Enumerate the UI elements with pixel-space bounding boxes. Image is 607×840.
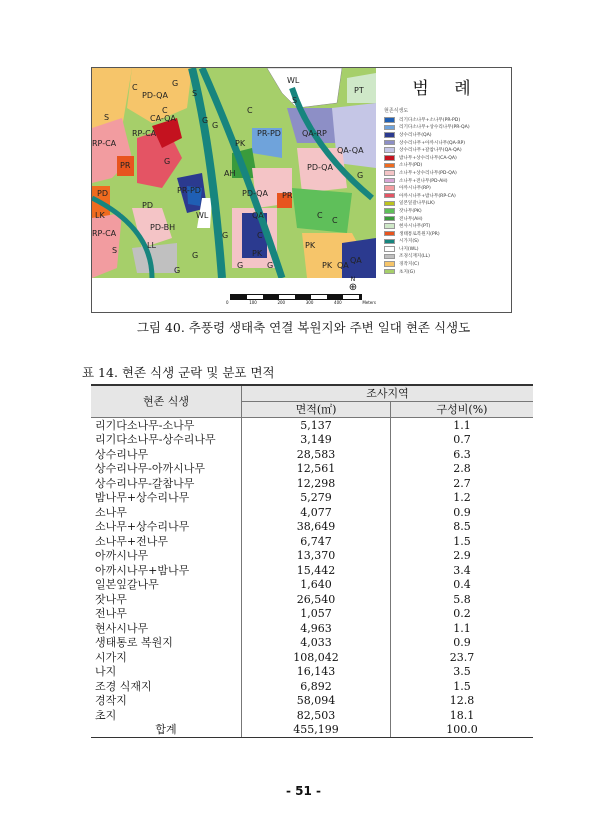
map-label: G	[222, 231, 229, 240]
table-row	[91, 665, 533, 680]
table-row	[91, 534, 533, 549]
vegetation-area-table	[91, 384, 533, 738]
scale-tick: 200	[277, 300, 286, 305]
ratio-cell: 2.8	[391, 462, 534, 477]
map-label: G	[172, 79, 179, 88]
vegetation-cell: 상수리나무-아까시나무	[91, 462, 242, 477]
map-label: G	[202, 116, 209, 125]
map-legend	[384, 72, 509, 275]
area-cell: 82,503	[242, 708, 391, 723]
map-label: PD-QA	[142, 91, 168, 100]
legend-swatch	[384, 163, 395, 169]
legend-item	[384, 238, 509, 246]
table-row	[91, 476, 533, 491]
ratio-cell: 0.7	[391, 433, 534, 448]
legend-swatch	[384, 269, 395, 275]
map-label: G	[164, 157, 171, 166]
legend-label: 잣나무(PK)	[399, 208, 422, 214]
table-row	[91, 679, 533, 694]
area-cell: 58,094	[242, 694, 391, 709]
table-row	[91, 563, 533, 578]
area-cell: 5,279	[242, 491, 391, 506]
legend-item	[384, 192, 509, 200]
map-label: PK	[235, 139, 246, 148]
map-label: PR-PD	[177, 186, 201, 195]
scale-labels	[226, 300, 376, 305]
map-label: PD-BH	[150, 223, 176, 232]
area-cell: 12,561	[242, 462, 391, 477]
header-ratio: 구성비(%)	[391, 402, 534, 418]
scale-tick: 300	[305, 300, 314, 305]
table-row	[91, 418, 533, 433]
legend-swatch	[384, 223, 395, 229]
ratio-cell: 5.8	[391, 592, 534, 607]
area-cell: 5,137	[242, 418, 391, 433]
scale-tick: 400	[334, 300, 342, 305]
ratio-cell: 0.2	[391, 607, 534, 622]
map-label: PD-QA	[307, 163, 333, 172]
legend-swatch	[384, 125, 395, 131]
legend-label: 소나무+상수리나무(PD-QA)	[399, 170, 457, 176]
area-cell: 108,042	[242, 650, 391, 665]
legend-swatch	[384, 201, 395, 207]
map-label: G	[357, 171, 364, 180]
area-cell: 26,540	[242, 592, 391, 607]
table-row	[91, 433, 533, 448]
legend-swatch	[384, 216, 395, 222]
map-label: G	[192, 251, 199, 260]
legend-item	[384, 222, 509, 230]
scale-unit: Meters	[362, 300, 376, 305]
ratio-cell: 3.4	[391, 563, 534, 578]
map-label: C	[247, 106, 253, 115]
figure-caption: 그림 40. 추풍령 생태축 연결 복원지와 주변 일대 현존 식생도	[136, 320, 471, 335]
ratio-cell: 18.1	[391, 708, 534, 723]
legend-swatch	[384, 246, 395, 252]
vegetation-cell: 리기다소나무-소나무	[91, 418, 242, 433]
map-label: LK	[95, 211, 105, 220]
legend-item	[384, 245, 509, 253]
area-cell: 28,583	[242, 447, 391, 462]
legend-item	[384, 124, 509, 132]
area-cell: 455,199	[242, 723, 391, 738]
map-label: S	[112, 246, 118, 255]
legend-label: 아까시나무+밤나무(RP-CA)	[399, 193, 456, 199]
map-label: PD-QA	[242, 189, 268, 198]
vegetation-cell: 잣나무	[91, 592, 242, 607]
vegetation-cell: 소나무+전나무	[91, 534, 242, 549]
vegetation-cell: 상수리나무	[91, 447, 242, 462]
scale-tick: 0	[226, 300, 229, 305]
table-row	[91, 694, 533, 709]
legend-swatch	[384, 231, 395, 237]
legend-label: 현사시나무(PT)	[399, 224, 431, 230]
scale-tick: 100	[249, 300, 257, 305]
area-cell: 6,892	[242, 679, 391, 694]
legend-swatch	[384, 193, 395, 199]
map-label: WL	[287, 76, 300, 85]
map-label: C	[257, 231, 263, 240]
area-cell: 3,149	[242, 433, 391, 448]
ratio-cell: 0.9	[391, 636, 534, 651]
table-row	[91, 491, 533, 506]
map-label: PD	[142, 201, 153, 210]
vegetation-cell: 나지	[91, 665, 242, 680]
vegetation-cell: 초지	[91, 708, 242, 723]
area-cell: 4,077	[242, 505, 391, 520]
map-label: C	[162, 106, 168, 115]
table-row	[91, 636, 533, 651]
vegetation-cell: 아까시나무	[91, 549, 242, 564]
ratio-cell: 12.8	[391, 694, 534, 709]
map-label: RP-CA	[92, 229, 117, 238]
legend-label: 상수리나무(QA)	[399, 132, 432, 138]
legend-item	[384, 177, 509, 185]
legend-item	[384, 268, 509, 276]
header-area: 면적(㎡)	[242, 402, 391, 418]
table-row	[91, 607, 533, 622]
legend-label: 상수리나무+아까시나무(QA-RP)	[399, 140, 466, 146]
ratio-cell: 1.1	[391, 418, 534, 433]
map-label: PR-PD	[257, 129, 281, 138]
table-row	[91, 621, 533, 636]
area-cell: 6,747	[242, 534, 391, 549]
legend-label: 경작지(C)	[399, 262, 420, 268]
legend-title: 범 례	[412, 79, 481, 99]
legend-item	[384, 116, 509, 124]
legend-item	[384, 215, 509, 223]
legend-swatch	[384, 254, 395, 260]
map-label: PR	[282, 191, 293, 200]
map-label: PK	[305, 241, 316, 250]
legend-label: 생태통로복원지(PR)	[399, 231, 440, 237]
map-label: S	[104, 113, 110, 122]
legend-swatch	[384, 117, 395, 123]
ratio-cell: 6.3	[391, 447, 534, 462]
map-label: QA	[337, 261, 349, 270]
legend-swatch	[384, 140, 395, 146]
legend-item	[384, 139, 509, 147]
area-cell: 13,370	[242, 549, 391, 564]
legend-label: 아까시나무(RP)	[399, 186, 431, 192]
table-row	[91, 505, 533, 520]
map-label: C	[132, 83, 138, 92]
vegetation-cell: 조경 식재지	[91, 679, 242, 694]
map-label: C	[317, 211, 323, 220]
legend-swatch	[384, 185, 395, 191]
table-title: 표 14. 현존 식생 군락 및 분포 면적	[82, 365, 275, 380]
vegetation-map	[92, 68, 376, 278]
map-label: QA	[350, 256, 362, 265]
table-row	[91, 708, 533, 723]
table-row	[91, 520, 533, 535]
vegetation-cell: 아까시나무+밤나무	[91, 563, 242, 578]
vegetation-cell: 소나무	[91, 505, 242, 520]
legend-item	[384, 184, 509, 192]
vegetation-cell: 현사시나무	[91, 621, 242, 636]
map-label: AH	[224, 169, 236, 178]
area-cell: 4,963	[242, 621, 391, 636]
map-label: QA-RP	[302, 129, 327, 138]
table-row	[91, 650, 533, 665]
header-survey-area: 조사지역	[242, 385, 534, 402]
map-label: PK	[252, 249, 263, 258]
legend-swatch	[384, 261, 395, 267]
page-number: - 51 -	[285, 784, 321, 798]
legend-item	[384, 131, 509, 139]
map-label: QA-QA	[337, 146, 364, 155]
legend-swatch	[384, 147, 395, 153]
map-label: S	[292, 96, 298, 105]
area-cell: 38,649	[242, 520, 391, 535]
vegetation-cell: 소나무+상수리나무	[91, 520, 242, 535]
table-row	[91, 447, 533, 462]
legend-swatch	[384, 239, 395, 245]
table-row	[91, 549, 533, 564]
legend-label: 리기다소나무+상수리나무(PR-QA)	[399, 125, 470, 131]
map-label: LL	[147, 241, 156, 250]
legend-subtitle: 현존식생도	[384, 108, 409, 114]
vegetation-cell: 시가지	[91, 650, 242, 665]
legend-swatch	[384, 170, 395, 176]
map-label: G	[267, 261, 274, 270]
area-cell: 1,057	[242, 607, 391, 622]
legend-swatch	[384, 208, 395, 214]
legend-swatch	[384, 155, 395, 161]
map-label: RP-CA	[92, 139, 117, 148]
legend-label: 조경식재지(LL)	[399, 254, 430, 260]
vegetation-map-figure	[91, 67, 512, 313]
area-cell: 4,033	[242, 636, 391, 651]
map-label: G	[237, 261, 244, 270]
area-cell: 15,442	[242, 563, 391, 578]
ratio-cell: 2.9	[391, 549, 534, 564]
legend-item	[384, 169, 509, 177]
ratio-cell: 1.5	[391, 679, 534, 694]
legend-label: 상수리나무+갈참나무(QA-QA)	[399, 148, 462, 154]
north-arrow-icon: N ⊕	[348, 276, 358, 293]
legend-label: 밤나무+상수리나무(CA-QA)	[399, 155, 457, 161]
vegetation-cell: 생태통로 복원지	[91, 636, 242, 651]
ratio-cell: 0.9	[391, 505, 534, 520]
area-cell: 1,640	[242, 578, 391, 593]
vegetation-cell: 밤나무+상수리나무	[91, 491, 242, 506]
map-label: WL	[196, 211, 209, 220]
ratio-cell: 8.5	[391, 520, 534, 535]
ratio-cell: 1.5	[391, 534, 534, 549]
table-row	[91, 592, 533, 607]
area-cell: 16,143	[242, 665, 391, 680]
vegetation-cell: 합계	[91, 723, 242, 738]
legend-label: 시가지(S)	[399, 239, 419, 245]
legend-item	[384, 230, 509, 238]
legend-label: 리기다소나무+소나무(PR-PD)	[399, 117, 461, 123]
vegetation-cell: 리기다소나무-상수리나무	[91, 433, 242, 448]
legend-swatch	[384, 132, 395, 138]
table-row	[91, 578, 533, 593]
ratio-cell: 23.7	[391, 650, 534, 665]
legend-item	[384, 200, 509, 208]
table-total-row	[91, 723, 533, 738]
legend-label: 일본잎갈나무(LK)	[399, 201, 435, 207]
vegetation-cell: 전나무	[91, 607, 242, 622]
ratio-cell: 2.7	[391, 476, 534, 491]
map-label: PR	[120, 161, 131, 170]
legend-item	[384, 146, 509, 154]
vegetation-cell: 상수리나무-갈참나무	[91, 476, 242, 491]
ratio-cell: 0.4	[391, 578, 534, 593]
legend-item	[384, 260, 509, 268]
ratio-cell: 100.0	[391, 723, 534, 738]
table-row	[91, 462, 533, 477]
legend-item	[384, 253, 509, 261]
ratio-cell: 1.1	[391, 621, 534, 636]
legend-item	[384, 162, 509, 170]
legend-label: 나지(WL)	[399, 246, 419, 252]
legend-label: 초지(G)	[399, 269, 416, 275]
legend-label: 전나무(AH)	[399, 216, 423, 222]
vegetation-cell: 일본잎갈나무	[91, 578, 242, 593]
map-label: QA	[252, 211, 264, 220]
map-label: S	[192, 89, 198, 98]
legend-item	[384, 154, 509, 162]
map-label: CA-QA	[150, 114, 176, 123]
legend-item	[384, 207, 509, 215]
map-label: RP-CA	[132, 129, 157, 138]
area-cell: 12,298	[242, 476, 391, 491]
map-label: PK	[322, 261, 333, 270]
map-label: PT	[354, 86, 364, 95]
vegetation-cell: 경작지	[91, 694, 242, 709]
map-label: C	[332, 216, 338, 225]
ratio-cell: 1.2	[391, 491, 534, 506]
map-label: G	[212, 121, 219, 130]
map-label: PD	[97, 189, 108, 198]
ratio-cell: 3.5	[391, 665, 534, 680]
legend-swatch	[384, 178, 395, 184]
map-label: G	[174, 266, 181, 275]
legend-label: 소나무(PD)	[399, 163, 423, 169]
legend-label: 소나무+전나무(PD-AH)	[399, 178, 448, 184]
header-vegetation: 현존 식생	[91, 385, 242, 418]
